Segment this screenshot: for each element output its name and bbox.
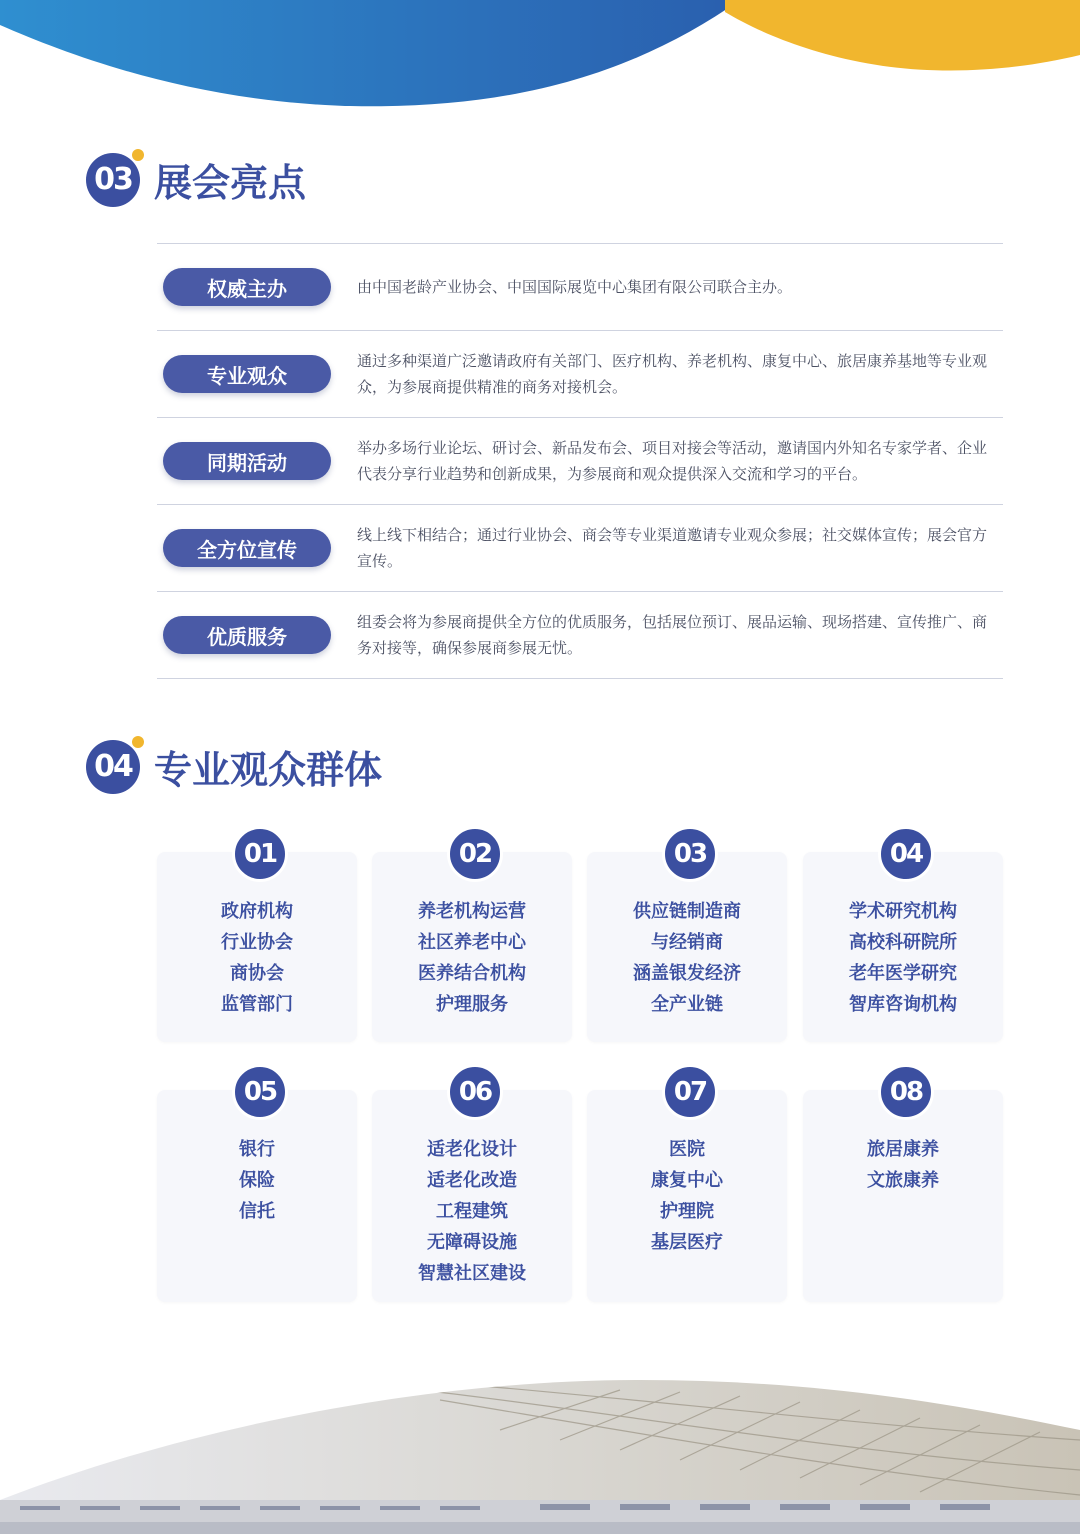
card-item: 商协会 [230, 963, 284, 984]
card-item: 适老化改造 [427, 1170, 517, 1191]
card-item: 医养结合机构 [418, 963, 526, 984]
card-item: 供应链制造商 [633, 901, 741, 922]
card-number: 03 [662, 826, 718, 882]
card-item: 学术研究机构 [849, 901, 957, 922]
card-item: 养老机构运营 [418, 901, 526, 922]
card-item: 医院 [669, 1139, 705, 1160]
audience-card [157, 839, 357, 1042]
card-item: 智库咨询机构 [849, 994, 957, 1015]
highlight-text: 线上线下相结合；通过行业协会、商会等专业渠道邀请专业观众参展；社交媒体宣传；展会官方宣传。 [357, 526, 988, 570]
section-number: 03 [94, 162, 132, 197]
highlight-row [157, 417, 1003, 504]
accent-dot [132, 149, 144, 161]
card-item: 护理院 [660, 1201, 714, 1222]
card-item: 全产业链 [651, 994, 723, 1015]
audience-header [86, 739, 382, 794]
card-item: 智慧社区建设 [418, 1263, 526, 1284]
section-number-badge [86, 740, 140, 794]
highlight-text: 举办多场行业论坛、研讨会、新品发布会、项目对接会等活动，邀请国内外知名专家学者、企业代表分享行业趋势和创新成果，为参展商和观众提供深入交流和学习的平台。 [357, 439, 988, 483]
highlight-label: 专业观众 [163, 355, 331, 393]
card-item: 基层医疗 [651, 1232, 723, 1253]
audience-card [803, 839, 1003, 1042]
card-item: 旅居康养 [867, 1139, 939, 1160]
card-item: 高校科研院所 [849, 932, 957, 953]
highlights-header [86, 152, 306, 207]
card-item: 涵盖银发经济 [633, 963, 741, 984]
highlight-label: 权威主办 [163, 268, 331, 306]
card-number: 04 [878, 826, 934, 882]
highlights-list [157, 243, 1003, 679]
top-wave-decoration [0, 0, 1080, 120]
card-item: 与经销商 [651, 932, 723, 953]
highlight-label: 同期活动 [163, 442, 331, 480]
card-number: 06 [447, 1064, 503, 1120]
card-item: 护理服务 [436, 994, 508, 1015]
card-item: 文旅康养 [867, 1170, 939, 1191]
card-number: 01 [232, 826, 288, 882]
card-item: 老年医学研究 [849, 963, 957, 984]
card-number: 02 [447, 826, 503, 882]
card-item: 信托 [239, 1201, 275, 1222]
card-number: 05 [232, 1064, 288, 1120]
card-item: 行业协会 [221, 932, 293, 953]
accent-dot [132, 736, 144, 748]
audience-card [372, 1077, 572, 1302]
highlight-row [157, 330, 1003, 417]
card-item: 工程建筑 [436, 1201, 508, 1222]
audience-card [587, 839, 787, 1042]
highlight-label: 优质服务 [163, 616, 331, 654]
card-item: 银行 [239, 1139, 275, 1160]
section-number-badge [86, 153, 140, 207]
card-number: 08 [878, 1064, 934, 1120]
audience-card [372, 839, 572, 1042]
card-item: 适老化设计 [427, 1139, 517, 1160]
audience-card [587, 1077, 787, 1302]
exhibition-hall-image [0, 1370, 1080, 1534]
card-item: 保险 [239, 1170, 275, 1191]
highlight-text: 通过多种渠道广泛邀请政府有关部门、医疗机构、养老机构、康复中心、旅居康养基地等专业观众，为参展商提供精准的商务对接机会。 [357, 352, 988, 396]
section-number: 04 [94, 749, 132, 784]
highlight-text: 由中国老龄产业协会、中国国际展览中心集团有限公司联合主办。 [357, 278, 793, 296]
card-item: 监管部门 [221, 994, 293, 1015]
highlight-row [157, 504, 1003, 591]
card-item: 政府机构 [221, 901, 293, 922]
highlight-label: 全方位宣传 [163, 529, 331, 567]
highlight-text: 组委会将为参展商提供全方位的优质服务，包括展位预订、展品运输、现场搭建、宣传推广、商务对接等，确保参展商参展无忧。 [357, 613, 988, 657]
audience-card [157, 1077, 357, 1302]
section-title: 专业观众群体 [154, 748, 383, 792]
card-number: 07 [662, 1064, 718, 1120]
highlight-row [157, 243, 1003, 330]
section-title: 展会亮点 [154, 161, 307, 205]
card-item: 社区养老中心 [418, 932, 526, 953]
card-item: 无障碍设施 [427, 1232, 517, 1253]
audience-card [803, 1077, 1003, 1302]
card-item: 康复中心 [651, 1170, 723, 1191]
highlight-row [157, 591, 1003, 679]
